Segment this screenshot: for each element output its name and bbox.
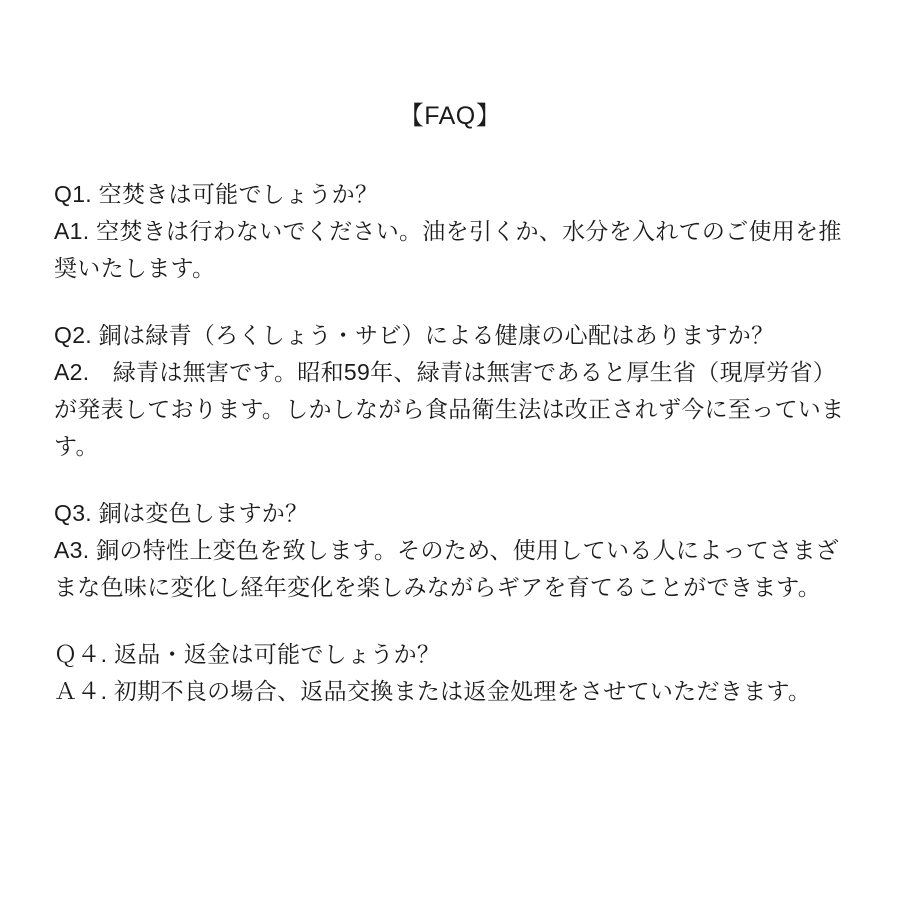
page-title: 【FAQ】 [398,102,502,130]
faq-answer: A3. 銅の特性上変色を致します。そのため、使用している人によってさまざまな色味に変化し経年変化を楽しみながらギアを育てることができます。 [54,537,839,600]
faq-question: Q3. 銅は変色しますか？ [54,500,309,526]
faq-answer: A1. 空焚きは行わないでください。油を引くか、水分を入れてのご使用を推奨いたします。 [54,218,842,281]
faq-question: Ｑ４. 返品・返金は可能でしょうか？ [54,641,441,667]
faq-answer: Ａ４. 初期不良の場合、返品交換または返金処理をさせていただきます。 [54,678,812,704]
faq-question: Q1. 空焚きは可能でしょうか？ [54,181,379,207]
faq-item-q1 [54,176,846,287]
faq-item-q2 [54,317,846,465]
faq-item-q4 [54,636,846,710]
faq-item-q3 [54,495,846,606]
faq-section [0,176,900,710]
faq-question: Q2. 銅は緑青（ろくしょう・サビ）による健康の心配はありますか？ [54,322,775,348]
faq-answer: A2. 緑青は無害です。昭和59年、緑青は無害であると厚生省（現厚労省）が発表しております。しかしながら食品衛生法は改正されず今に至っています。 [54,359,845,459]
